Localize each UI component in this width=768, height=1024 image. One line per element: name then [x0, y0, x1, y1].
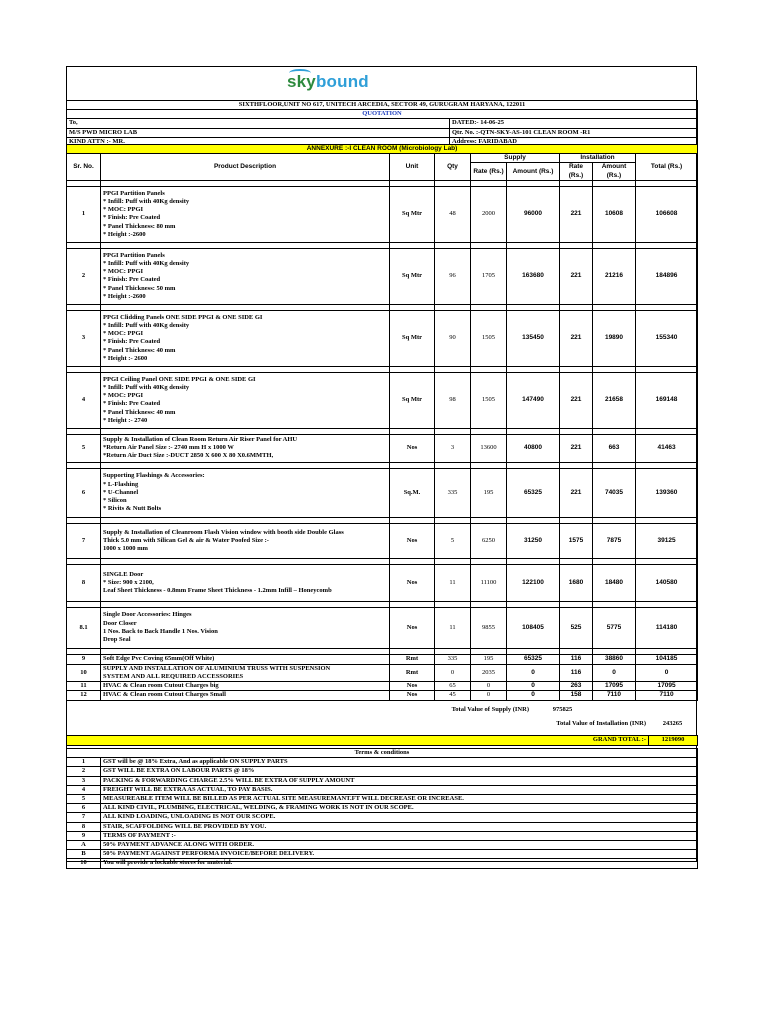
- item-supply-rate: 6250: [471, 523, 507, 558]
- description-line: HVAC & Clean room Cutout Charges big: [103, 682, 219, 690]
- col-total-header: Total (Rs.): [636, 154, 698, 181]
- terms-row: [67, 758, 698, 767]
- description-line: SUPPLY AND INSTALLATION OF ALUMINIUM TRUSS WITH SUSPENSION: [103, 664, 331, 672]
- item-supply-amount: 40800: [507, 434, 560, 462]
- col-unit-header: Unit: [390, 154, 435, 181]
- item-description: [101, 682, 390, 691]
- table-row: [67, 564, 698, 601]
- description-line: PPGI Ceiling Panel ONE SIDE PPGI & ONE SIDE GI: [103, 375, 256, 383]
- total-supply-value: 975825: [552, 706, 573, 714]
- description-line: * Height :- 2600: [103, 354, 148, 362]
- terms-number: 4: [67, 785, 101, 794]
- item-supply-rate: 9855: [471, 607, 507, 648]
- description-line: * MOC: PPGI: [103, 330, 144, 338]
- client-name: M/S PWD MICRO LAB: [67, 128, 450, 137]
- table-row: [67, 691, 698, 700]
- terms-number: B: [67, 850, 101, 859]
- logo-swoosh: [289, 69, 311, 77]
- item-unit: Nos: [390, 564, 435, 601]
- description-line: * Silicon: [103, 496, 127, 504]
- description-line: * Finish: Pre Coated: [103, 400, 161, 408]
- description-line: * Infill: Puff with 40Kg density: [103, 383, 190, 391]
- description-line: * L-Flashing: [103, 480, 139, 488]
- col-install-rate-header: Rate (Rs.): [560, 163, 593, 180]
- description-line: PPGI Partition Panels: [103, 251, 165, 259]
- terms-number: A: [67, 841, 101, 850]
- item-total: 184896: [636, 248, 698, 304]
- terms-row: [67, 785, 698, 794]
- description-line: 1 Nos. Back to Back Handle 1 Nos. Vision: [103, 627, 218, 635]
- terms-number: 2: [67, 767, 101, 776]
- item-description: [101, 468, 390, 517]
- description-line: *Return Air Duct Size :-DUCT 2850 X 600 X 80 X0.6MMTH,: [103, 452, 274, 460]
- item-supply-rate: 195: [471, 468, 507, 517]
- description-line: * Height :- 2740: [103, 416, 148, 424]
- item-supply-amount: 0: [507, 691, 560, 700]
- item-sr-no: 4: [67, 372, 101, 428]
- terms-text: ALL KIND CIVIL, PLUMBING, ELECTRICAL, WELDING, & FRAMING WORK IS NOT IN OUR SCOPE.: [101, 804, 698, 813]
- terms-text: STAIR, SCAFFOLDING WILL BE PROVIDED BY YOU.: [101, 822, 698, 831]
- item-supply-rate: 11100: [471, 564, 507, 601]
- item-total: 169148: [636, 372, 698, 428]
- description-line: Thick 5.0 mm with Silican Gel & air & Water Poofed Size :-: [103, 536, 269, 544]
- item-total: 104185: [636, 654, 698, 664]
- item-qty: 335: [435, 468, 471, 517]
- item-qty: 11: [435, 564, 471, 601]
- item-unit: Rmt: [390, 654, 435, 664]
- grand-total-table: [66, 735, 698, 746]
- item-install-rate: 221: [560, 248, 593, 304]
- grand-total-label: GRAND TOTAL :-: [583, 736, 649, 746]
- item-qty: 11: [435, 607, 471, 648]
- terms-number: 8: [67, 822, 101, 831]
- item-sr-no: 10: [67, 664, 101, 681]
- description-line: * Infill: Puff with 40Kg density: [103, 321, 190, 329]
- col-installation-header: Installation: [560, 154, 636, 163]
- table-row: [67, 434, 698, 462]
- item-qty: 98: [435, 372, 471, 428]
- logo-text-bound: bound: [315, 72, 369, 91]
- description-line: * Finish: Pre Coated: [103, 214, 161, 222]
- item-description: [101, 654, 390, 664]
- item-supply-rate: 195: [471, 654, 507, 664]
- item-description: [101, 564, 390, 601]
- item-sr-no: 2: [67, 248, 101, 304]
- description-line: PPGI Partition Panels: [103, 189, 165, 197]
- item-total: 155340: [636, 310, 698, 366]
- description-line: * U-Channel: [103, 488, 139, 496]
- description-line: HVAC & Clean room Cutout Charges Small: [103, 691, 226, 699]
- col-supply-rate-header: Rate (Rs.): [471, 163, 507, 180]
- terms-row: [67, 831, 698, 840]
- description-line: Soft Edge Pvc Coving 65mm(Off White): [103, 655, 215, 663]
- table-row: [67, 186, 698, 242]
- totals-table: [66, 706, 697, 715]
- terms-text: ALL KIND LOADING, UNLOADING IS NOT OUR SCOPE.: [101, 813, 698, 822]
- terms-number: 1: [67, 758, 101, 767]
- item-install-rate: 158: [560, 691, 593, 700]
- item-description: [101, 186, 390, 242]
- description-line: Supply & Installation of Clean Room Return Air Riser Panel for AHU: [103, 436, 298, 443]
- item-qty: 0: [435, 664, 471, 681]
- item-sr-no: 11: [67, 682, 101, 691]
- item-install-amount: 21658: [593, 372, 636, 428]
- terms-text: 50% PAYMENT AGAINST PERFORMA INVOICE/BEFORE DELIVERY.: [101, 850, 698, 859]
- item-install-amount: 10608: [593, 186, 636, 242]
- description-line: Single Door Accessories: Hinges: [103, 611, 192, 619]
- description-line: Door Closer: [103, 619, 137, 627]
- item-supply-amount: 0: [507, 682, 560, 691]
- col-supply-header: Supply: [471, 154, 560, 163]
- item-sr-no: 5: [67, 434, 101, 462]
- terms-text: GST will be @ 18% Extra, And as applicable ON SUPPLY PARTS: [101, 758, 698, 767]
- table-row: [67, 682, 698, 691]
- item-supply-amount: 31250: [507, 523, 560, 558]
- item-sr-no: 9: [67, 654, 101, 664]
- item-supply-rate: 1505: [471, 310, 507, 366]
- item-install-amount: 38860: [593, 654, 636, 664]
- items-table: [66, 144, 698, 701]
- item-supply-amount: 0: [507, 664, 560, 681]
- item-install-amount: 7110: [593, 691, 636, 700]
- table-row: [67, 372, 698, 428]
- item-supply-amount: 108405: [507, 607, 560, 648]
- item-supply-rate: 1705: [471, 248, 507, 304]
- description-line: * MOC: PPGI: [103, 268, 144, 276]
- terms-row: [67, 850, 698, 859]
- item-qty: 48: [435, 186, 471, 242]
- total-install-value: 243265: [662, 720, 683, 728]
- item-description: [101, 372, 390, 428]
- table-row: [67, 468, 698, 517]
- quotation-number: Qtr. No. :-QTN-SKY-AS-101 CLEAN ROOM -R1: [450, 128, 698, 137]
- item-install-amount: 18480: [593, 564, 636, 601]
- document-title: QUOTATION: [67, 110, 698, 119]
- item-install-rate: 116: [560, 664, 593, 681]
- table-row: [67, 607, 698, 648]
- terms-row: [67, 776, 698, 785]
- item-install-amount: 21216: [593, 248, 636, 304]
- item-install-rate: 1575: [560, 523, 593, 558]
- item-qty: 5: [435, 523, 471, 558]
- item-install-amount: 0: [593, 664, 636, 681]
- terms-text: You will provide a lockable stores for material.: [101, 859, 698, 868]
- totals-table-2: [66, 720, 697, 729]
- annexure-title: ANNEXURE :-I CLEAN ROOM (Microbiology Lab): [67, 145, 698, 154]
- description-line: * Infill: Puff with 40Kg density: [103, 259, 190, 267]
- item-total: 139360: [636, 468, 698, 517]
- description-line: * Finish: Pre Coated: [103, 338, 161, 346]
- item-install-amount: 663: [593, 434, 636, 462]
- item-description: [101, 691, 390, 700]
- item-install-rate: 221: [560, 434, 593, 462]
- item-install-rate: 221: [560, 186, 593, 242]
- item-unit: Sq Mtr: [390, 186, 435, 242]
- description-line: * Height :-2600: [103, 230, 146, 238]
- total-supply-label: Total Value of Supply (INR): [451, 706, 529, 714]
- item-install-rate: 116: [560, 654, 593, 664]
- item-qty: 45: [435, 691, 471, 700]
- description-line: * Panel Thickness: 50 mm: [103, 284, 176, 292]
- header-table: [66, 100, 698, 147]
- description-line: Supporting Flashings & Accessories:: [103, 472, 205, 480]
- item-install-rate: 525: [560, 607, 593, 648]
- description-line: * Panel Thickness: 80 mm: [103, 222, 176, 230]
- description-line: * Rivits & Nutt Bolts: [103, 505, 162, 513]
- item-install-amount: 74035: [593, 468, 636, 517]
- item-install-rate: 221: [560, 372, 593, 428]
- item-total: 114180: [636, 607, 698, 648]
- item-supply-amount: 65325: [507, 468, 560, 517]
- item-sr-no: 3: [67, 310, 101, 366]
- col-desc-header: Product Description: [101, 154, 390, 181]
- item-unit: Nos: [390, 523, 435, 558]
- item-description: [101, 664, 390, 681]
- terms-number: 6: [67, 804, 101, 813]
- terms-number: 9: [67, 831, 101, 840]
- description-line: SINGLE Door: [103, 570, 144, 578]
- item-total: 39125: [636, 523, 698, 558]
- table-row: [67, 654, 698, 664]
- description-line: Supply & Installation of Cleanroom Flash Vision window with booth side Double Glass: [103, 528, 344, 536]
- terms-row: [67, 841, 698, 850]
- dated: DATED:- 14-06-25: [450, 119, 698, 128]
- description-line: Leaf Sheet Thickness - 0.8mm Frame Sheet Thickness - 1.2mm Infill – Honeycomb: [103, 586, 332, 594]
- item-qty: 65: [435, 682, 471, 691]
- item-install-rate: 221: [560, 468, 593, 517]
- description-line: * MOC: PPGI: [103, 392, 144, 400]
- item-supply-amount: 147490: [507, 372, 560, 428]
- item-install-rate: 263: [560, 682, 593, 691]
- item-unit: Nos: [390, 691, 435, 700]
- terms-number: 3: [67, 776, 101, 785]
- item-unit: Nos: [390, 434, 435, 462]
- terms-number: 10: [67, 859, 101, 868]
- terms-row: [67, 795, 698, 804]
- item-supply-rate: 2035: [471, 664, 507, 681]
- terms-text: 50% PAYMENT ADVANCE ALONG WITH ORDER.: [101, 841, 698, 850]
- description-line: 1000 x 1000 mm: [103, 544, 148, 552]
- logo-text-sky: sky: [287, 72, 316, 91]
- terms-table: [66, 748, 698, 869]
- item-qty: 90: [435, 310, 471, 366]
- terms-title: Terms & conditions: [67, 749, 698, 758]
- description-line: * Height :-2600: [103, 292, 146, 300]
- item-sr-no: 6: [67, 468, 101, 517]
- item-qty: 3: [435, 434, 471, 462]
- item-supply-amount: 163680: [507, 248, 560, 304]
- client-address: Address: FARIDABAD: [450, 137, 698, 146]
- item-install-rate: 1680: [560, 564, 593, 601]
- item-supply-amount: 135450: [507, 310, 560, 366]
- item-qty: 335: [435, 654, 471, 664]
- description-line: * Infill: Puff with 40Kg density: [103, 197, 190, 205]
- terms-row: [67, 859, 698, 868]
- description-line: * MOC: PPGI: [103, 206, 144, 214]
- kind-attention: KIND ATTN :- MR.: [67, 137, 450, 146]
- company-address: SIXTHFLOOR,UNIT NO 617, UNITECH ARCEDIA, SECTOR 49, GURUGRAM HARYANA, 122011: [67, 101, 698, 110]
- table-row: [67, 248, 698, 304]
- col-qty-header: Qty: [435, 154, 471, 181]
- item-supply-amount: 96000: [507, 186, 560, 242]
- terms-row: [67, 804, 698, 813]
- table-row: [67, 523, 698, 558]
- item-unit: Nos: [390, 607, 435, 648]
- description-line: * Size: 900 x 2100,: [103, 578, 154, 586]
- description-line: * Finish: Pre Coated: [103, 276, 161, 284]
- item-supply-rate: 0: [471, 682, 507, 691]
- item-supply-rate: 0: [471, 691, 507, 700]
- item-description: [101, 523, 390, 558]
- grand-total-value: 1219090: [649, 736, 698, 746]
- total-install-label: Total Value of Installation (INR): [556, 720, 646, 728]
- terms-number: 7: [67, 813, 101, 822]
- item-install-amount: 5775: [593, 607, 636, 648]
- item-description: [101, 248, 390, 304]
- item-sr-no: 8.1: [67, 607, 101, 648]
- terms-text: FREIGHT WILL BE EXTRA AS ACTUAL, TO PAY BASIS.: [101, 785, 698, 794]
- item-unit: Sq.M.: [390, 468, 435, 517]
- terms-text: MEASUREABLE ITEM WILL BE BILLED AS PER ACTUAL SITE MEASUREMANT.FT WILL DECREASE OR INCREASE.: [101, 795, 698, 804]
- skybound-logo: [287, 72, 369, 92]
- item-supply-rate: 13600: [471, 434, 507, 462]
- item-unit: Sq Mtr: [390, 310, 435, 366]
- col-install-amount-header: Amount (Rs.): [593, 163, 636, 180]
- description-line: SYSTEM AND ALL REQUIRED ACCESSORIES: [103, 673, 244, 681]
- item-supply-rate: 2000: [471, 186, 507, 242]
- terms-number: 5: [67, 795, 101, 804]
- terms-text: TERMS OF PAYMENT :-: [101, 831, 698, 840]
- description-line: * Panel Thickness: 40 mm: [103, 408, 176, 416]
- col-supply-amount-header: Amount (Rs.): [507, 163, 560, 180]
- terms-row: [67, 813, 698, 822]
- item-install-rate: 221: [560, 310, 593, 366]
- description-line: Drop Seal: [103, 636, 131, 644]
- terms-text: GST WILL BE EXTRA ON LABOUR PARTS @ 18%: [101, 767, 698, 776]
- item-unit: Sq Mtr: [390, 372, 435, 428]
- item-total: 140580: [636, 564, 698, 601]
- item-supply-rate: 1505: [471, 372, 507, 428]
- item-sr-no: 12: [67, 691, 101, 700]
- item-supply-amount: 65325: [507, 654, 560, 664]
- item-total: 0: [636, 664, 698, 681]
- description-line: * Panel Thickness: 40 mm: [103, 346, 176, 354]
- item-install-amount: 19890: [593, 310, 636, 366]
- item-unit: Rmt: [390, 664, 435, 681]
- col-sr-header: Sr. No.: [67, 154, 101, 181]
- item-install-amount: 7875: [593, 523, 636, 558]
- item-supply-amount: 122100: [507, 564, 560, 601]
- item-sr-no: 1: [67, 186, 101, 242]
- terms-row: [67, 767, 698, 776]
- table-row: [67, 310, 698, 366]
- description-line: *Return Air Panel Size :- 2740 mm H x 1000 W: [103, 444, 234, 452]
- item-unit: Sq Mtr: [390, 248, 435, 304]
- table-row: [67, 664, 698, 681]
- to-label: To,: [67, 119, 450, 128]
- item-total: 106608: [636, 186, 698, 242]
- item-sr-no: 7: [67, 523, 101, 558]
- item-unit: Nos: [390, 682, 435, 691]
- terms-row: [67, 822, 698, 831]
- item-description: [101, 310, 390, 366]
- item-install-amount: 17095: [593, 682, 636, 691]
- description-line: PPGI Clidding Panels ONE SIDE PPGI & ONE SIDE GI: [103, 313, 263, 321]
- item-total: 7110: [636, 691, 698, 700]
- item-description: [101, 607, 390, 648]
- item-total: 17095: [636, 682, 698, 691]
- item-description: [101, 434, 390, 462]
- item-sr-no: 8: [67, 564, 101, 601]
- terms-text: PACKING & FORWARDING CHARGE 2.5% WILL BE EXTRA OF SUPPLY AMOUNT: [101, 776, 698, 785]
- item-qty: 96: [435, 248, 471, 304]
- item-total: 41463: [636, 434, 698, 462]
